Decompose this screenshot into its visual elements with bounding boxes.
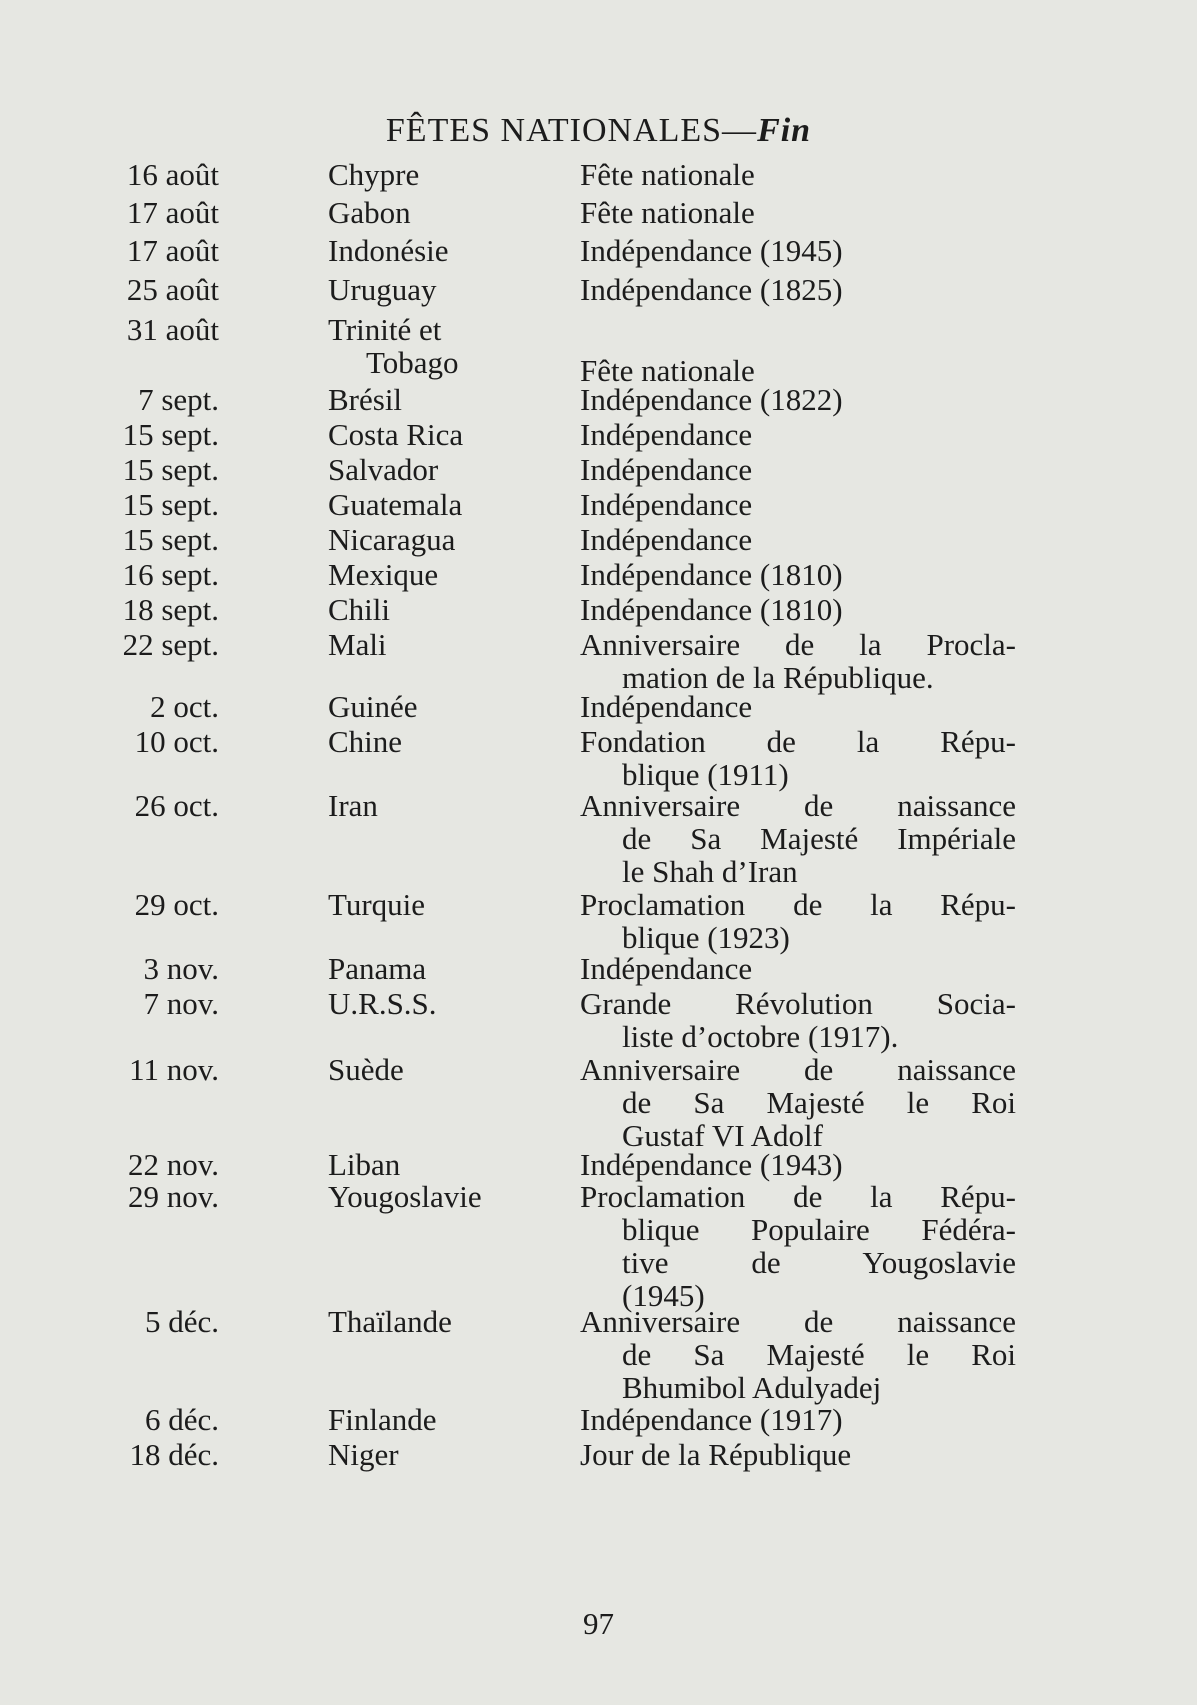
country-cell: [328, 418, 463, 451]
date-cell: 22 nov.: [128, 1147, 219, 1182]
event-cell: [580, 987, 1016, 1053]
event-cell: [580, 628, 1016, 694]
country-line: Mexique: [328, 557, 439, 592]
country-line: Mali: [328, 627, 387, 662]
date-cell: 7 sept.: [138, 382, 219, 417]
country-line: Niger: [328, 1437, 399, 1472]
country-cell: [328, 196, 411, 229]
event-cell: [580, 690, 1016, 723]
date-cell: 25 août: [126, 272, 219, 307]
country-line: Suède: [328, 1052, 404, 1087]
country-line: Tobago: [366, 345, 459, 380]
date-cell: 16 sept.: [122, 557, 219, 592]
event-cell: [580, 158, 1016, 191]
event-line: Anniversaire de naissance: [580, 1052, 1016, 1087]
event-line: Gustaf VI Adolf: [622, 1118, 823, 1153]
event-line: Indépendance: [580, 689, 753, 724]
event-cell: [580, 1305, 1016, 1404]
event-line: de Sa Majesté le Roi: [622, 1337, 1016, 1372]
country-line: Costa Rica: [328, 417, 464, 452]
event-line: Proclamation de la Répu-: [580, 1179, 1016, 1214]
event-line: Indépendance (1917): [580, 1402, 843, 1437]
event-cell: [580, 234, 1016, 267]
event-line: tive de Yougoslavie: [622, 1245, 1016, 1280]
country-cell: [328, 1403, 437, 1436]
country-line: Finlande: [328, 1402, 437, 1437]
event-line: Indépendance: [580, 452, 753, 487]
date-cell: 15 sept.: [122, 487, 219, 522]
country-cell: [328, 725, 402, 758]
event-line: Jour de la République: [580, 1437, 852, 1472]
event-line: Bhumibol Adulyadej: [622, 1370, 882, 1405]
date-cell: 11 nov.: [129, 1052, 219, 1087]
country-cell: [328, 888, 425, 921]
country-cell: [328, 1180, 482, 1213]
country-cell: [328, 952, 426, 985]
event-line: Indépendance (1822): [580, 382, 843, 417]
country-line: Chili: [328, 592, 391, 627]
page-number: 97: [583, 1606, 614, 1641]
date-cell: 5 déc.: [144, 1304, 219, 1339]
country-cell: [328, 273, 436, 306]
date-cell: 31 août: [126, 312, 219, 347]
date-cell: 18 déc.: [129, 1437, 219, 1472]
date-cell: 2 oct.: [150, 689, 219, 724]
event-line: blique (1911): [622, 757, 789, 792]
event-cell: [580, 593, 1016, 626]
event-cell: [580, 558, 1016, 591]
country-cell: [328, 628, 387, 661]
date-cell: 29 nov.: [128, 1179, 219, 1214]
country-line: Chypre: [328, 157, 420, 192]
country-line: Guinée: [328, 689, 418, 724]
event-cell: [580, 1148, 1016, 1181]
event-line: Fête nationale: [580, 195, 755, 230]
event-line: Indépendance: [580, 487, 753, 522]
date-cell: 10 oct.: [134, 724, 219, 759]
country-cell: [328, 690, 418, 723]
event-cell: [580, 952, 1016, 985]
event-line: Indépendance (1810): [580, 557, 843, 592]
event-line: Anniversaire de naissance: [580, 788, 1016, 823]
country-cell: [328, 593, 390, 626]
date-cell: 15 sept.: [122, 522, 219, 557]
event-cell: [580, 488, 1016, 521]
event-line: le Shah d’Iran: [622, 854, 798, 889]
event-line: Fête nationale: [580, 353, 755, 388]
country-line: Gabon: [328, 195, 411, 230]
event-cell: [580, 383, 1016, 416]
date-cell: 15 sept.: [122, 452, 219, 487]
event-line: Indépendance (1943): [580, 1147, 843, 1182]
country-line: Salvador: [328, 452, 439, 487]
country-line: Liban: [328, 1147, 401, 1182]
event-cell: [580, 418, 1016, 451]
country-line: Trinité et: [328, 312, 442, 347]
event-line: Grande Révolution Socia-: [580, 986, 1016, 1021]
event-line: blique (1923): [622, 920, 790, 955]
country-line: Panama: [328, 951, 427, 986]
country-line: Indonésie: [328, 233, 449, 268]
date-cell: 15 sept.: [122, 417, 219, 452]
date-cell: 22 sept.: [122, 627, 219, 662]
event-line: (1945): [622, 1278, 705, 1313]
event-line: Indépendance (1825): [580, 272, 843, 307]
event-cell: [580, 1403, 1016, 1436]
date-cell: 17 août: [126, 233, 219, 268]
event-cell: [580, 888, 1016, 954]
date-cell: 16 août: [126, 157, 219, 192]
country-cell: [328, 789, 378, 822]
country-cell: [328, 453, 438, 486]
event-cell: [580, 453, 1016, 486]
country-line: Guatemala: [328, 487, 463, 522]
country-cell: [328, 987, 437, 1020]
country-line: Iran: [328, 788, 378, 823]
country-cell: [328, 1438, 399, 1471]
date-cell: 7 nov.: [143, 986, 219, 1021]
event-line: de Sa Majesté le Roi: [622, 1085, 1016, 1120]
heading-suffix: Fin: [757, 112, 812, 149]
country-line: Chine: [328, 724, 403, 759]
event-cell: [580, 196, 1016, 229]
event-cell: [580, 1180, 1016, 1312]
country-cell: [328, 313, 459, 379]
event-line: Fête nationale: [580, 157, 755, 192]
country-line: Brésil: [328, 382, 403, 417]
country-cell: [328, 1148, 400, 1181]
country-line: U.R.S.S.: [328, 986, 437, 1021]
country-line: Nicaragua: [328, 522, 456, 557]
event-line: Indépendance: [580, 951, 753, 986]
event-cell: [580, 1438, 1016, 1471]
country-cell: [328, 488, 462, 521]
page-heading: [0, 112, 1197, 150]
event-line: liste d’octobre (1917).: [622, 1019, 899, 1054]
date-cell: 26 oct.: [134, 788, 219, 823]
date-cell: 6 déc.: [144, 1402, 219, 1437]
country-cell: [328, 558, 438, 591]
date-cell: 3 nov.: [143, 951, 219, 986]
country-line: Uruguay: [328, 272, 437, 307]
country-cell: [328, 158, 419, 191]
event-cell: [580, 1053, 1016, 1152]
country-line: Turquie: [328, 887, 426, 922]
event-cell: [580, 725, 1016, 791]
event-cell: [580, 273, 1016, 306]
event-line: Indépendance (1810): [580, 592, 843, 627]
event-line: Indépendance: [580, 522, 753, 557]
event-line: mation de la République.: [622, 660, 934, 695]
event-line: Indépendance: [580, 417, 753, 452]
date-cell: 18 sept.: [122, 592, 219, 627]
event-line: Indépendance (1945): [580, 233, 843, 268]
country-cell: [328, 234, 449, 267]
heading-main: FÊTES NATIONALES—: [385, 112, 758, 149]
event-cell: [580, 789, 1016, 888]
date-cell: 17 août: [126, 195, 219, 230]
country-line: Thaïlande: [328, 1304, 452, 1339]
event-line: blique Populaire Fédéra-: [622, 1212, 1016, 1247]
event-cell: [580, 523, 1016, 556]
event-line: Anniversaire de la Procla-: [580, 627, 1016, 662]
country-cell: [328, 1305, 452, 1338]
event-line: Proclamation de la Répu-: [580, 887, 1016, 922]
country-line: Yougoslavie: [328, 1179, 482, 1214]
event-line: Fondation de la Répu-: [580, 724, 1016, 759]
event-line: de Sa Majesté Impériale: [622, 821, 1016, 856]
country-cell: [328, 1053, 404, 1086]
country-cell: [328, 523, 455, 556]
date-cell: 29 oct.: [134, 887, 219, 922]
country-cell: [328, 383, 402, 416]
event-line: Anniversaire de naissance: [580, 1304, 1016, 1339]
